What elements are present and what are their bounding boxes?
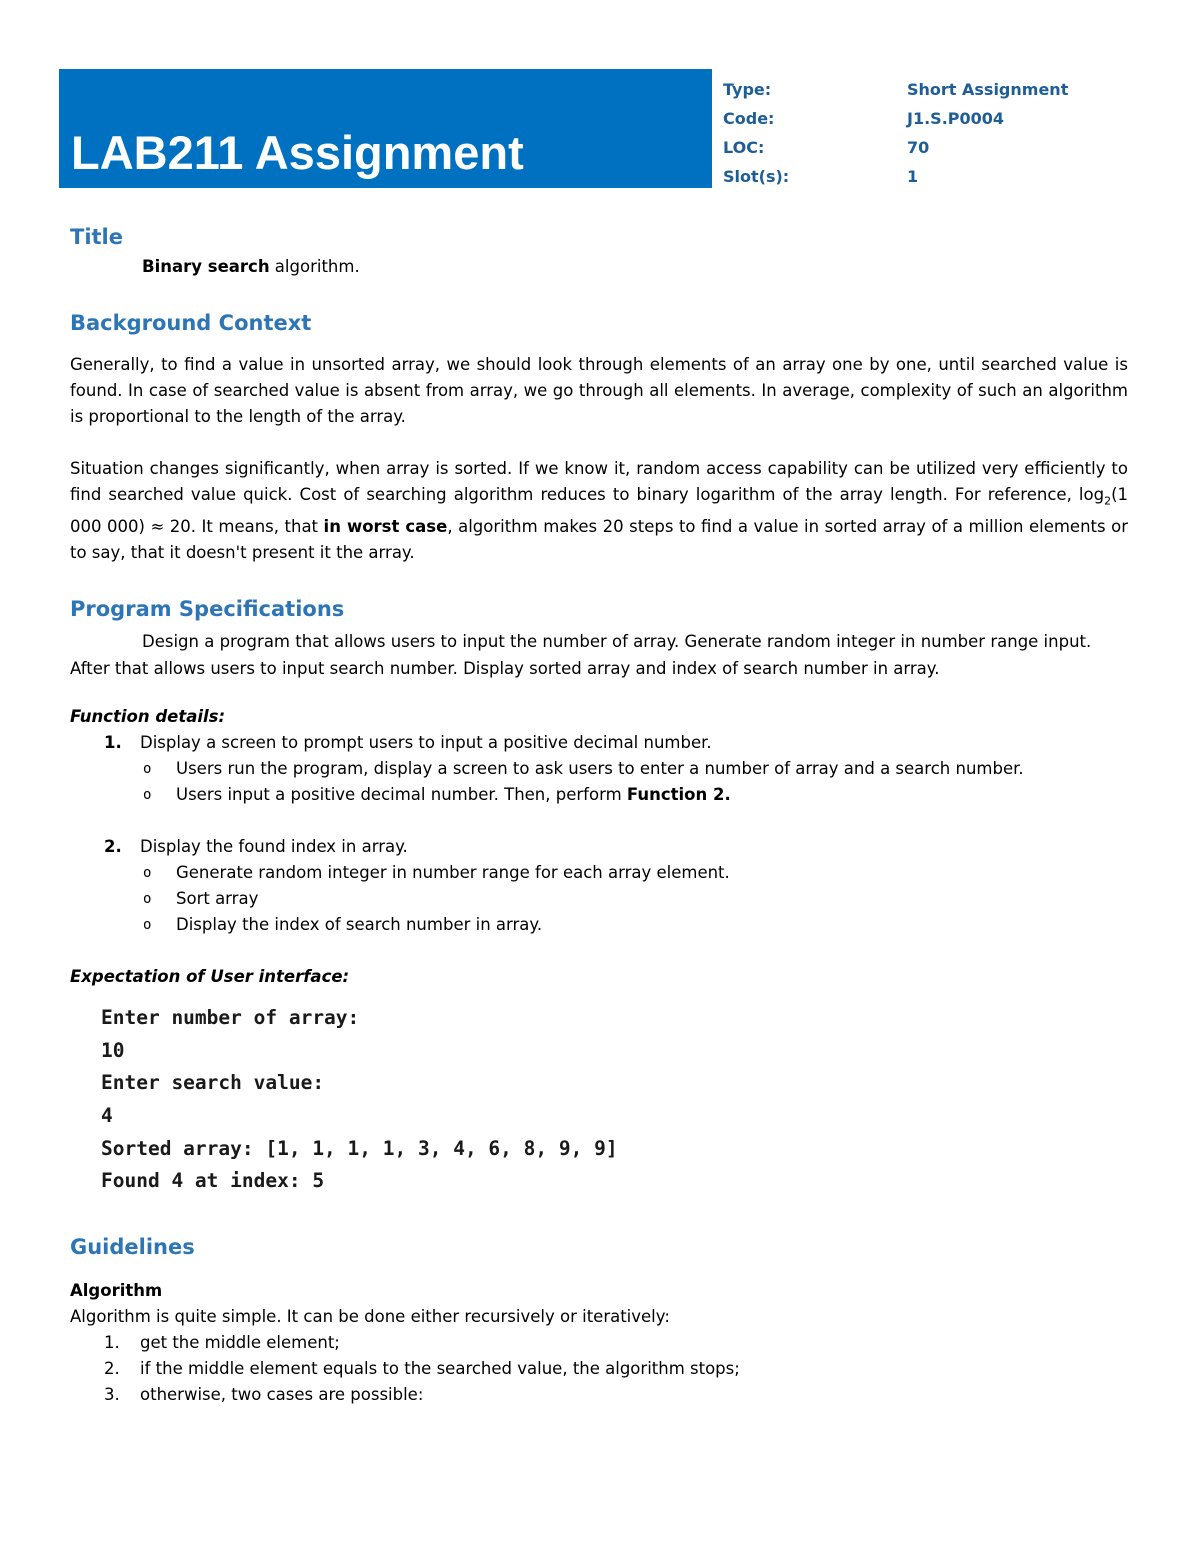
console-line: Enter search value: — [101, 1071, 325, 1095]
algorithm-steps — [70, 1330, 1128, 1408]
sub-list — [140, 860, 1128, 938]
sub-list-item — [70, 756, 1128, 782]
list-number: 2. — [104, 837, 122, 857]
title-text — [70, 254, 1128, 280]
ui-expectation-label: Expectation of User interface: — [70, 967, 350, 987]
meta-key: LOC: — [723, 138, 765, 157]
sub-list-item — [70, 782, 1128, 808]
console-line: Found 4 at index: 5 — [101, 1169, 325, 1193]
step-text: otherwise, two cases are possible: — [140, 1384, 424, 1404]
function-text: Display the found index in array. — [140, 837, 408, 857]
sub-item-text: Users input a positive decimal number. Then, perform — [176, 785, 627, 805]
meta-row-type — [723, 75, 1143, 104]
specs-heading: Program Specifications — [70, 597, 345, 622]
list-item — [70, 730, 1128, 808]
list-item — [70, 1356, 1128, 1382]
sub-item-bold: Function 2. — [626, 785, 731, 805]
specs-intro: Design a program that allows users to input the number of array. Generate random integer in number range input. After that allows users to input search number. Display sorted array and index of search number in array. — [70, 632, 1092, 679]
header-banner — [59, 69, 712, 188]
document-body — [70, 222, 1128, 1408]
background-paragraph-2 — [70, 456, 1128, 566]
title-rest: algorithm. — [269, 257, 360, 276]
guidelines-heading: Guidelines — [70, 1234, 195, 1259]
title-bold: Binary search — [142, 257, 270, 276]
sub-list-item — [70, 860, 1128, 886]
console-line: Sorted array: [1, 1, 1, 1, 3, 4, 6, 8, 9, 9] — [101, 1136, 618, 1160]
function-details-label: Function details: — [70, 707, 226, 727]
banner-title: LAB211 Assignment — [71, 126, 524, 179]
meta-value: Short Assignment — [907, 80, 1069, 99]
sub-item-text: Display the index of search number in array. — [176, 915, 543, 935]
log-subscript: 2 — [1104, 494, 1112, 508]
meta-value: J1.S.P0004 — [907, 109, 1005, 128]
console-output — [101, 1002, 1128, 1198]
meta-value: 70 — [907, 138, 930, 157]
meta-key: Code: — [723, 109, 775, 128]
algorithm-intro: Algorithm is quite simple. It can be done either recursively or iteratively: — [70, 1306, 670, 1326]
function-text: Display a screen to prompt users to input a positive decimal number. — [140, 733, 712, 753]
list-item — [70, 1382, 1128, 1408]
bg-text-b: (1 000 000) ≈ 20. It means, that — [70, 485, 1128, 537]
meta-row-code — [723, 104, 1143, 133]
bg-text-c: , algorithm makes 20 steps to find a value in sorted array of a million elements or to say, that it doesn't present it the array. — [70, 517, 1128, 563]
assignment-meta — [723, 75, 1143, 191]
meta-key: Type: — [723, 80, 772, 99]
list-item — [70, 1330, 1128, 1356]
step-text: if the middle element equals to the searched value, the algorithm stops; — [140, 1358, 740, 1378]
meta-value: 1 — [907, 167, 919, 186]
list-item — [70, 834, 1128, 938]
meta-row-loc — [723, 133, 1143, 162]
list-number: 1. — [104, 1332, 120, 1352]
list-number: 2. — [104, 1358, 120, 1378]
background-paragraph-1: Generally, to find a value in unsorted array, we should look through elements of an array one by one, until searched value is found. In case of searched value is absent from array, we go through all elements. In average, complexity of such an algorithm is proportional to the length of the array. — [70, 355, 1128, 426]
background-heading: Background Context — [70, 311, 312, 335]
bg-bold: in worst case — [323, 517, 448, 537]
list-number: 1. — [104, 733, 122, 753]
meta-row-slots — [723, 162, 1143, 191]
sub-list-item — [70, 886, 1128, 912]
sub-item-text: Users run the program, display a screen to ask users to enter a number of array and a search number. — [176, 759, 1024, 779]
sub-list-item — [70, 912, 1128, 938]
console-line: 10 — [101, 1038, 125, 1062]
algorithm-label: Algorithm — [70, 1280, 163, 1300]
function-list — [70, 730, 1128, 938]
console-line: Enter number of array: — [101, 1006, 360, 1030]
sub-item-text: Sort array — [176, 889, 259, 909]
meta-key: Slot(s): — [723, 167, 790, 186]
bg-text-a: Situation changes significantly, when array is sorted. If we know it, random access capability can be utilized very efficiently to find searched value quick. Cost of searching algorithm reduces to binary logarithm of the array length. For reference, log — [70, 459, 1128, 504]
sub-list — [140, 756, 1128, 808]
list-number: 3. — [104, 1384, 120, 1404]
step-text: get the middle element; — [140, 1332, 340, 1352]
console-line: 4 — [101, 1104, 113, 1128]
sub-item-text: Generate random integer in number range for each array element. — [176, 863, 730, 883]
title-heading: Title — [70, 225, 124, 249]
